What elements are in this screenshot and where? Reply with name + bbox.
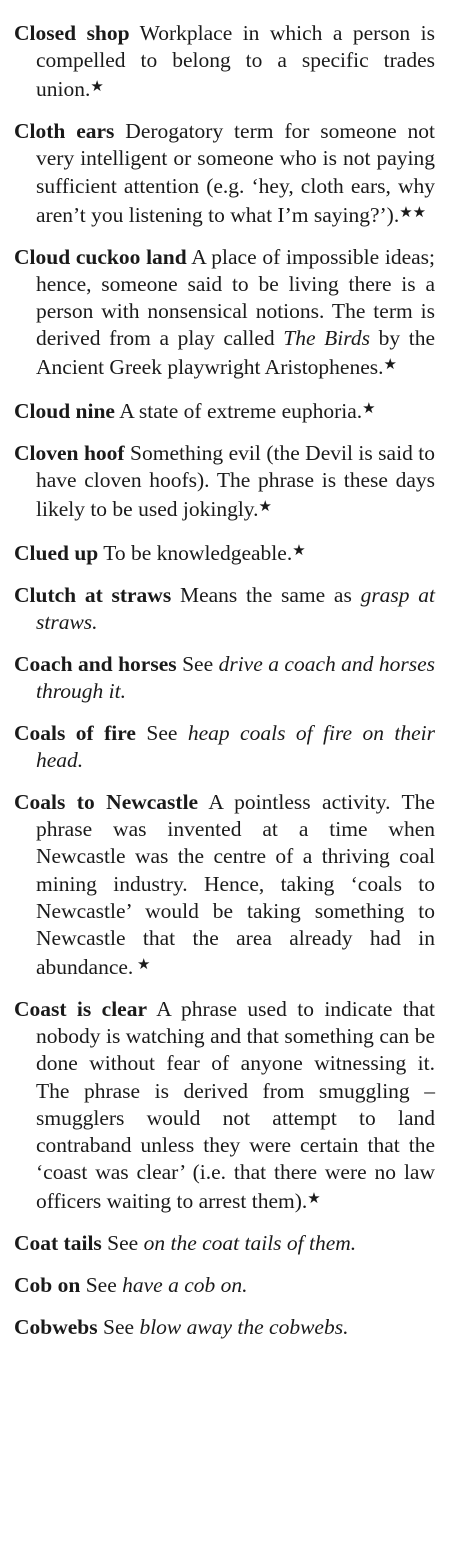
cross-reference: grasp at straws. (36, 583, 436, 635)
entry-coach-and-horses (14, 651, 435, 705)
rating-star-icon: ★★ (399, 204, 427, 221)
entry-term: Cloven hoof (14, 441, 125, 466)
entry-closed-shop (14, 20, 435, 104)
rating-star-icon: ★ (307, 1191, 321, 1208)
entry-definition: See (85, 1273, 117, 1298)
entry-term: Coast is clear (14, 997, 148, 1022)
entry-term: Cobwebs (14, 1314, 98, 1339)
entry-term: Coat tails (14, 1231, 102, 1256)
cross-reference: blow away the cobwebs. (139, 1314, 349, 1339)
entry-coast-is-clear (14, 996, 435, 1216)
entry-definition: To be knowledgeable. (103, 541, 293, 566)
rating-star-icon: ★ (362, 401, 376, 418)
entry-definition: A state of extreme euphoria. (119, 399, 363, 424)
entry-definition: See (146, 721, 178, 746)
entry-term: Coals of fire (14, 721, 136, 746)
entry-definition: Derogatory term for someone not very intelligent or someone who is not paying sufficient attention (e.g. ‘hey, cloth ears, why aren’t you listening to what I’m saying?’). (36, 119, 435, 227)
entry-coat-tails (14, 1230, 435, 1257)
cross-reference: drive a coach and horses through it. (36, 652, 436, 704)
entry-clued-up (14, 538, 435, 567)
entry-definition: See (107, 1231, 139, 1256)
entry-term: Clutch at straws (14, 583, 172, 608)
cross-reference: heap coals of fire on their head. (36, 721, 435, 773)
entry-term: Cloud nine (14, 399, 115, 424)
entry-definition: Workplace in which a person is compelled to belong to a specific trades union. (36, 21, 435, 102)
entry-clutch-at-straws (14, 582, 435, 636)
entry-term: Cob on (14, 1273, 81, 1298)
entry-term: Cloud cuckoo land (14, 244, 187, 269)
entry-definition-continued: by the Ancient Greek playwright Aristophenes. (36, 326, 436, 380)
entry-cloven-hoof (14, 440, 435, 524)
entry-definition: See (103, 1314, 135, 1339)
entry-cobwebs (14, 1314, 435, 1341)
entry-definition: Something evil (the Devil is said to have cloven hoofs). The phrase is these days likely to be used jokingly. (36, 441, 435, 522)
cross-reference: have a cob on. (122, 1273, 248, 1298)
entry-cloud-cuckoo-land (14, 244, 435, 382)
entry-cloth-ears (14, 118, 435, 229)
rating-star-icon: ★ (133, 957, 151, 974)
cross-reference: on the coat tails of them. (143, 1231, 357, 1256)
entry-term: Coals to Newcastle (14, 790, 199, 815)
entry-term: Closed shop (14, 21, 130, 45)
entry-term: Clued up (14, 541, 99, 566)
dictionary-page (14, 20, 435, 1356)
rating-star-icon: ★ (90, 79, 104, 96)
entry-definition: A pointless activity. The phrase was invented at a time when Newcastle was the centre of a thriving coal mining industry. Hence, taking ‘coals to Newcastle’ would be taking something to Newcastle that the area already had in abundance. (36, 790, 435, 980)
entry-definition: Means the same as (179, 583, 352, 608)
entry-definition: See (182, 652, 214, 677)
rating-star-icon: ★ (383, 357, 397, 374)
entry-term: Coach and horses (14, 652, 177, 677)
rating-star-icon: ★ (292, 543, 306, 560)
rating-star-icon: ★ (258, 499, 272, 516)
entry-coals-to-newcastle (14, 789, 435, 981)
entry-cloud-nine (14, 396, 435, 425)
entry-term: Cloth ears (14, 119, 115, 144)
entry-definition: A place of impossible ideas; hence, someone said to be living there is a person with nonsensical notions. The term is derived from a play called (36, 244, 435, 351)
entry-title-italic: The Birds (283, 326, 370, 351)
entry-cob-on (14, 1272, 435, 1299)
entry-definition: A phrase used to indicate that nobody is watching and that something can be done without fear of anyone witnessing it. The phrase is derived from smuggling – smugglers would not attempt to land contraband unless they were certain that the ‘coast was clear’ (i.e. that there were no law officers waiting to arrest them). (36, 997, 435, 1214)
entry-coals-of-fire (14, 720, 435, 774)
